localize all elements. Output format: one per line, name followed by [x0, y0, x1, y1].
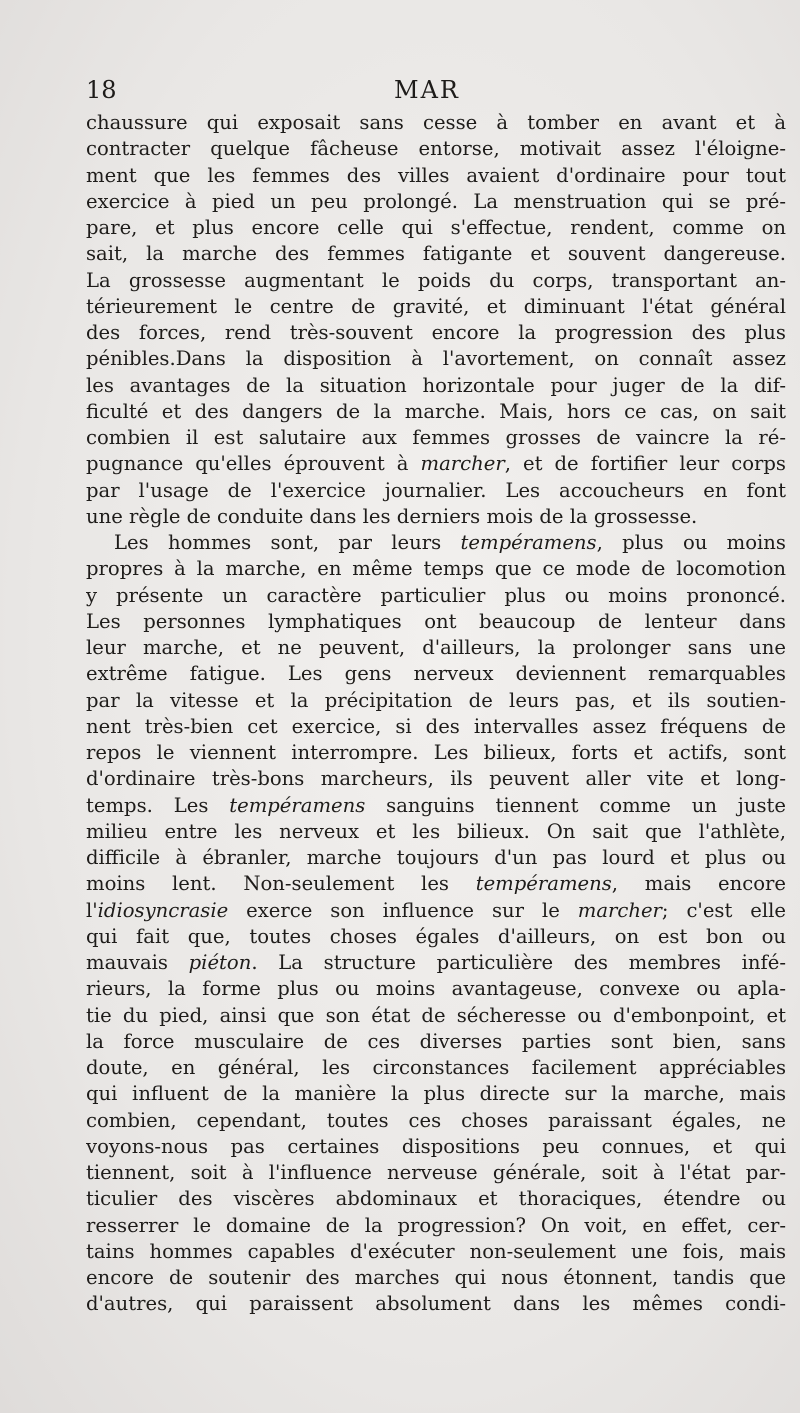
text-line: sait, la marche des femmes fatigante et souvent dangereuse. [86, 242, 786, 266]
text-line: contracter quelque fâcheuse entorse, motivait assez l'éloigne- [86, 137, 786, 161]
text-line: rieurs, la forme plus ou moins avantageuse, convexe ou apla- [86, 977, 786, 1001]
text-line: temps. Les tempéramens sanguins tiennent comme un juste [86, 793, 786, 817]
text-line: la force musculaire de ces diverses parties sont bien, sans [86, 1029, 786, 1053]
page-number: 18 [86, 76, 117, 104]
text-line: y présente un caractère particulier plus ou moins prononcé. [86, 583, 786, 607]
text-line: d'autres, qui paraissent absolument dans les mêmes condi- [86, 1292, 786, 1316]
text-line: des forces, rend très-souvent encore la progression des plus [86, 321, 786, 344]
text-line: par l'usage de l'exercice journalier. Les accoucheurs en font [86, 478, 786, 502]
page-header [86, 76, 786, 106]
text-line: milieu entre les nerveux et les bilieux. On sait que l'athlète, [86, 819, 786, 843]
text-line: nent très-bien cet exercice, si des intervalles assez fréquens de [86, 714, 786, 738]
text-line: propres à la marche, en même temps que ce mode de locomotion [86, 557, 786, 581]
running-head: MAR [394, 76, 460, 104]
text-line: les avantages de la situation horizontale pour juger de la dif- [86, 373, 786, 397]
text-line: par la vitesse et la précipitation de leurs pas, et ils soutien- [86, 688, 786, 712]
text-line: Les hommes sont, par leurs tempéramens, plus ou moins [114, 531, 786, 554]
text-line: qui influent de la manière la plus directe sur la marche, mais [86, 1082, 786, 1106]
text-line: leur marche, et ne peuvent, d'ailleurs, la prolonger sans une [86, 636, 786, 659]
text-line: difficile à ébranler, marche toujours d'un pas lourd et plus ou [86, 846, 786, 869]
text-line: qui fait que, toutes choses égales d'ailleurs, on est bon ou [86, 924, 786, 948]
text-line: chaussure qui exposait sans cesse à tomber en avant et à [86, 111, 786, 134]
text-line: combien il est salutaire aux femmes grosses de vaincre la ré- [86, 426, 786, 449]
text-line: ficulté et des dangers de la marche. Mais, hors ce cas, on sait [86, 399, 786, 423]
text-line: ment que les femmes des villes avaient d'ordinaire pour tout [86, 163, 786, 187]
text-line: Les personnes lymphatiques ont beaucoup de lenteur dans [86, 609, 786, 633]
text-line: térieurement le centre de gravité, et diminuant l'état général [86, 294, 786, 318]
text-line: pénibles.Dans la disposition à l'avortement, on connaît assez [86, 347, 786, 371]
text-line: repos le viennent interrompre. Les bilieux, forts et actifs, sont [86, 741, 786, 764]
text-line: encore de soutenir des marches qui nous étonnent, tandis que [86, 1266, 786, 1289]
text-line: d'ordinaire très-bons marcheurs, ils peuvent aller vite et long- [86, 767, 786, 791]
text-line: voyons-nous pas certaines dispositions peu connues, et qui [86, 1134, 786, 1158]
text-line: resserrer le domaine de la progression? On voit, en effet, cer- [86, 1213, 786, 1237]
text-line: l'idiosyncrasie exerce son influence sur le marcher; c'est elle [86, 898, 786, 922]
text-line: ticulier des viscères abdominaux et thoraciques, étendre ou [86, 1187, 786, 1211]
text-line: exercice à pied un peu prolongé. La menstruation qui se pré- [86, 189, 786, 213]
body-text [86, 110, 786, 1318]
text-line: tie du pied, ainsi que son état de sécheresse ou d'embonpoint, et [86, 1003, 786, 1027]
text-line: pugnance qu'elles éprouvent à marcher, et de fortifier leur corps [86, 452, 786, 476]
text-line: combien, cependant, toutes ces choses paraissant égales, ne [86, 1108, 786, 1132]
text-line: doute, en général, les circonstances facilement appréciables [86, 1056, 786, 1079]
text-line: pare, et plus encore celle qui s'effectue, rendent, comme on [86, 216, 786, 239]
text-line: extrême fatigue. Les gens nerveux deviennent remarquables [86, 662, 786, 686]
text-line: tiennent, soit à l'influence nerveuse générale, soit à l'état par- [86, 1161, 786, 1184]
text-line: une règle de conduite dans les derniers mois de la grossesse. [86, 504, 698, 528]
text-line: tains hommes capables d'exécuter non-seulement une fois, mais [86, 1239, 786, 1263]
text-line: La grossesse augmentant le poids du corps, transportant an- [86, 268, 786, 292]
text-line: mauvais piéton. La structure particulière des membres infé- [86, 951, 786, 974]
text-line: moins lent. Non-seulement les tempéramens, mais encore [86, 872, 786, 896]
